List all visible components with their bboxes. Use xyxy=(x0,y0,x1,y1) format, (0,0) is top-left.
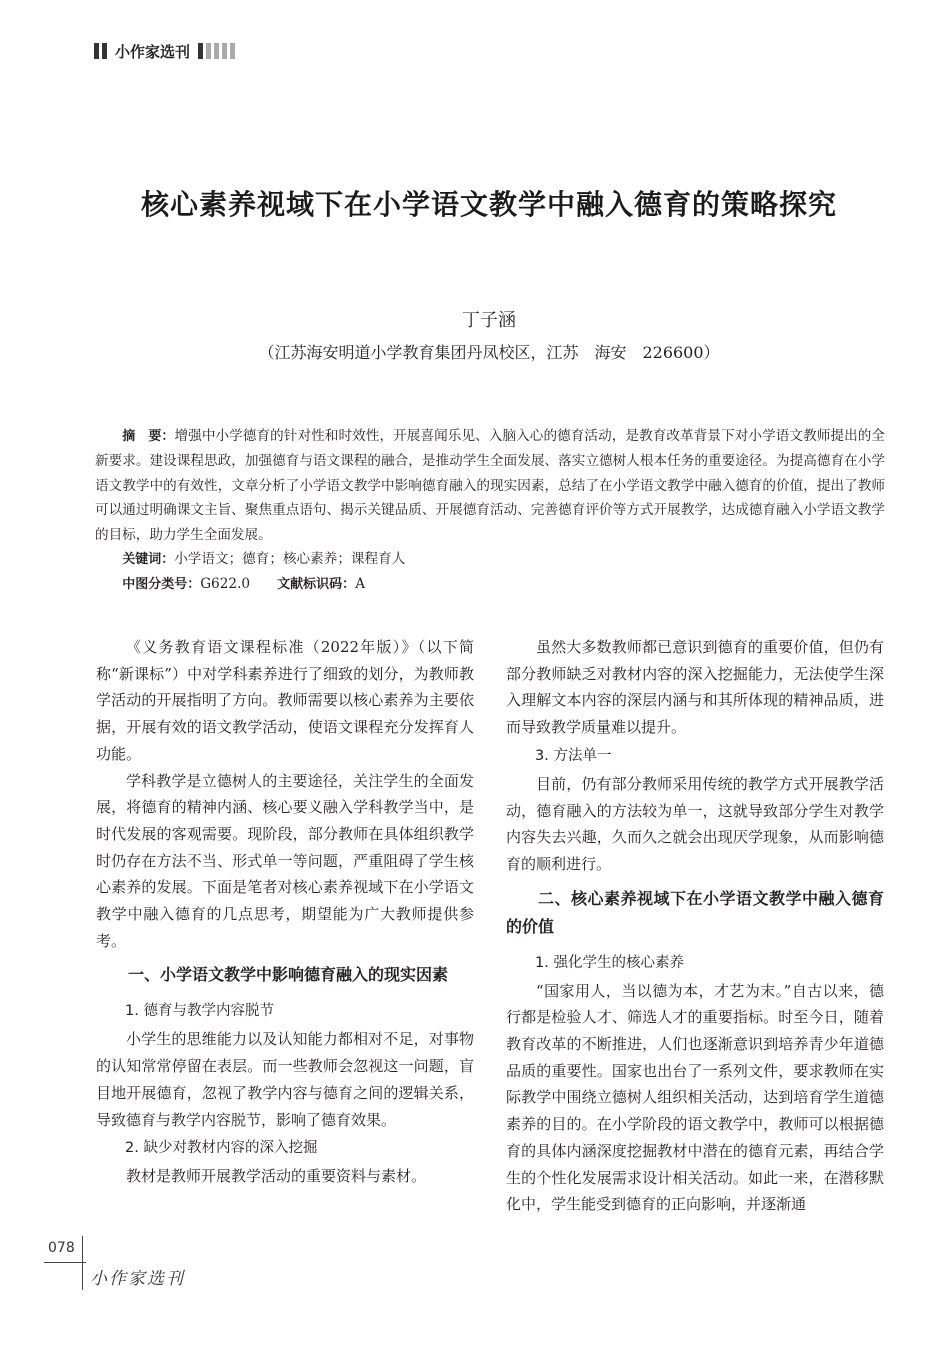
subsection-heading: 3. 方法单一 xyxy=(535,747,612,764)
keywords-text: 小学语文；德育；核心素养；课程育人 xyxy=(174,551,406,568)
article-title: 核心素养视域下在小学语文教学中融入德育的策略探究 xyxy=(140,188,837,221)
body-paragraph: 小学生的思维能力以及认知能力都相对不足，对事物的认知常常停留在表层。而一些教师会忽视这一问题，盲目地开展德育，忽视了教学内容与德育之间的逻辑关系，导致德育与教学内容脱节，影响了德育效果。 xyxy=(96,1030,474,1129)
journal-name: 小作家选刊 xyxy=(115,42,191,61)
abstract-label: 摘 要： xyxy=(122,429,175,444)
body-paragraph: 《义务教育语文课程标准（2022年版）》（以下简称“新课标”）中对学科素养进行了细致的划分，为教师教学活动的开展指明了方向。教师需要以核心素养为主要依据，开展有效的语文教学活动，使语文课程充分发挥育人功能。 xyxy=(96,638,474,763)
body-paragraph: 虽然大多数教师都已意识到德育的重要价值，但仍有部分教师缺乏对教材内容的深入挖掘能力，无法使学生深入理解文本内容的深层内涵与和其所体现的精神品质，进而导致教学质量难以提升。 xyxy=(506,638,884,737)
section-heading-1: 一、小学语文教学中影响德育融入的现实因素 xyxy=(128,965,449,985)
footer-vertical-rule xyxy=(82,1236,83,1290)
journal-logo: 小作家选刊 xyxy=(90,1269,185,1289)
header-bars-left xyxy=(94,43,107,59)
subsection-heading: 1. 强化学生的核心素养 xyxy=(535,954,684,971)
body-column-left xyxy=(96,634,474,1190)
body-paragraph: “国家用人，当以德为本，才艺为末。”自古以来，德行都是检验人才、筛选人才的重要指标。时至今日，随着教育改革的不断推进，人们也逐渐意识到培养青少年道德品质的重要性。国家也出台了一系列文件，要求教师在实际教学中围绕立德树人组织相关活动，达到培育学生道德素养的目的。在小学阶段的语文教学中，教师可以根据德育的具体内涵深度挖掘教材中潜在的德育元素，再结合学生的个性化发展需求设计相关活动。如此一来，在潜移默化中，学生能受到德育的正向影响，并逐渐通 xyxy=(506,981,884,1214)
subsection-heading: 2. 缺少对教材内容的深入挖掘 xyxy=(125,1140,318,1157)
class-value: G622.0 xyxy=(200,576,250,593)
author-affiliation: （江苏海安明道小学教育集团丹凤校区，江苏 海安 226600） xyxy=(258,343,720,362)
author-name: 丁子涵 xyxy=(462,310,516,331)
doc-code-label: 文献标识码： xyxy=(277,577,356,593)
body-paragraph: 学科教学是立德树人的主要途径，关注学生的全面发展，将德育的精神内涵、核心要义融入学科教学当中，是时代发展的客观需要。现阶段，部分教师在具体组织教学时仍存在方法不当、形式单一等问题，严重阻碍了学生核心素养的发展。下面是笔者对核心素养视域下在小学语文教学中融入德育的几点思考，期望能为广大教师提供参考。 xyxy=(96,771,474,950)
class-label: 中图分类号： xyxy=(122,577,201,593)
subsection-heading: 1. 德育与教学内容脱节 xyxy=(125,1003,274,1020)
abstract-text: 增强中小学德育的针对性和时效性，开展喜闻乐见、入脑入心的德育活动，是教育改革背景下对小学语文教师提出的全新要求。建设课程思政，加强德育与语文课程的融合，是推动学生全面发展、落实立德树人根本任务的重要途径。为提高德育在小学语文教学中的有效性，文章分析了小学语文教学中影响德育融入的现实因素，总结了在小学语文教学中融入德育的价值，提出了教师可以通过明确课文主旨、聚焦重点语句、揭示关键品质、开展德育活动、完善德育评价等方式开展教学，达成德育融入小学语文教学的目标，助力学生全面发展。 xyxy=(95,428,885,543)
classification-line xyxy=(95,572,885,597)
body-column-right xyxy=(506,634,884,1218)
body-paragraph: 目前，仍有部分教师采用传统的教学方式开展教学活动，德育融入的方法较为单一，这就导致部分学生对教学内容失去兴趣，久而久之就会出现厌学现象，从而影响德育的顺利进行。 xyxy=(506,774,884,873)
abstract-paragraph xyxy=(95,424,885,547)
body-paragraph: 教材是教师开展教学活动的重要资料与素材。 xyxy=(126,1167,427,1186)
running-header xyxy=(94,41,235,61)
keywords-line xyxy=(95,547,885,572)
header-bars-right xyxy=(198,43,235,59)
section-heading-2: 二、核心素养视域下在小学语文教学中融入德育的价值 xyxy=(506,888,884,936)
page-number: 078 xyxy=(48,1240,75,1256)
footer-horizontal-rule xyxy=(44,1262,86,1263)
doc-code-value: A xyxy=(355,576,366,593)
abstract-block xyxy=(95,424,885,598)
keywords-label: 关键词： xyxy=(122,552,175,568)
